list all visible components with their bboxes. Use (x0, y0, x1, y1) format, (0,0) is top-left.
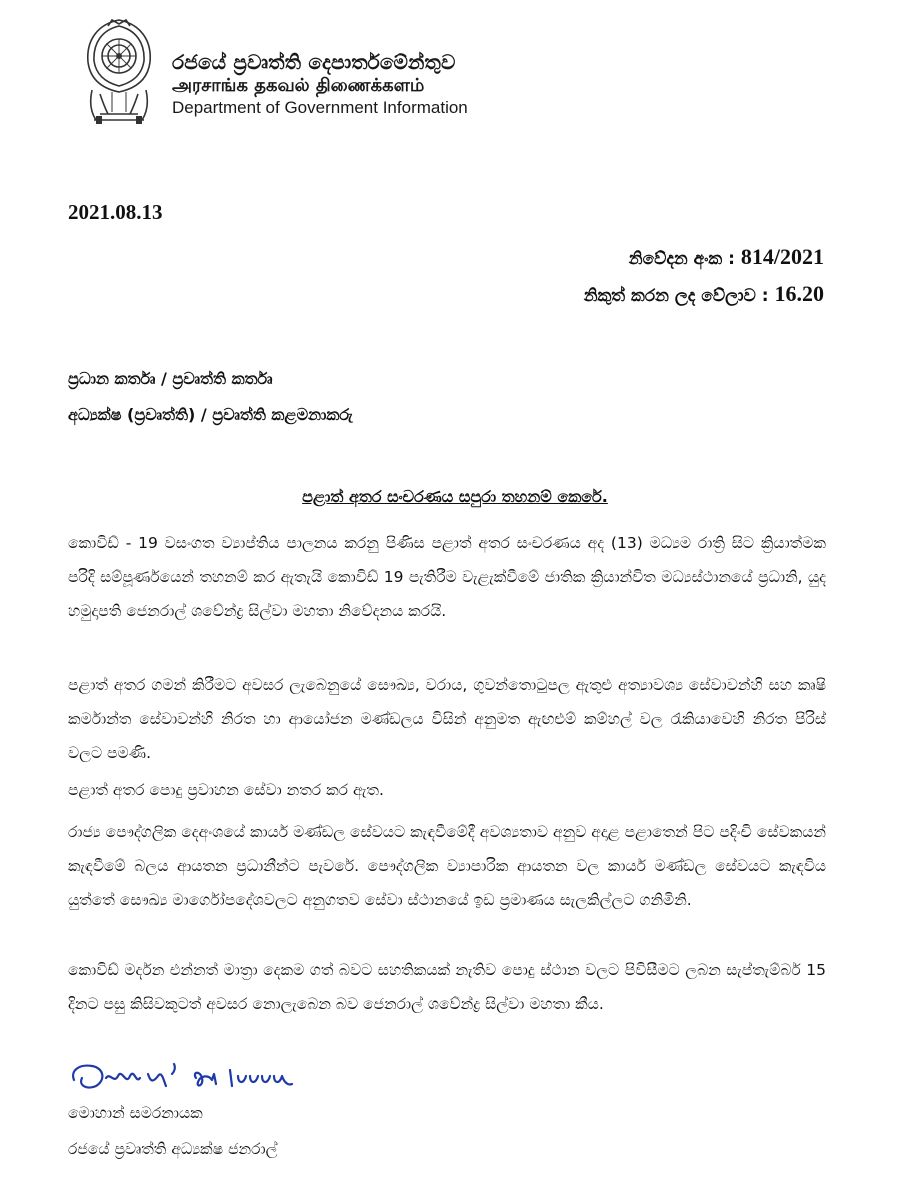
body-paragraph: කොවිඩ් - 19 වසංගත ව්‍යාප්තිය පාලනය කරනු පිණිස පළාත් අතර සංචරණය අද (13) මධ්‍යම රාත්‍රි සිට ක්‍රියාත්මක පරිදි සම්පූර්ණයෙන් තහනම් කර ඇතැයි කොවිඩ් 19 පැතිරීම වැළැක්වීමේ ජාතික ක්‍රියාන්විත මධ්‍යස්ථානයේ ප්‍රධානි, යුද හමුදාපති ජෙනරාල් ශවේන්ද්‍ර සිල්වා මහතා නිවේදනය කරයි. (68, 534, 826, 620)
handwritten-signature-icon (66, 1056, 336, 1102)
org-name-tamil: அரசாங்க தகவல் திணைக்களம் (172, 75, 425, 96)
org-name-sinhala: රජයේ ප්‍රවෘත්ති දෙපාර්තමේන්තුව (172, 50, 456, 74)
body-paragraph: කොවිඩ් මර්දන එන්නත් මාත්‍රා දෙකම ගත් බවට සහතිකයක් නැතිව පොදු ස්ථාන වලට පිවිසීමට ලබන සැප්තැම්බර් 15 දිනට පසු කිසිවකුටත් අවසර නොලැබෙන බව ජෙනරාල් ශවේන්ද්‍ර සිල්වා මහතා කීය. (68, 961, 826, 1013)
release-title (0, 487, 910, 507)
release-number-label: නිවේදන අංක : (628, 249, 735, 269)
release-number (629, 244, 824, 270)
org-name-english: Department of Government Information (172, 98, 468, 117)
release-number-value: 814/2021 (740, 244, 824, 269)
sri-lanka-emblem-icon (78, 16, 160, 126)
document-date: 2021.08.13 (68, 200, 163, 224)
release-title-text: පළාත් අතර සංචරණය සපුරා තහනම් කෙරේ. (302, 487, 608, 506)
body-paragraph: පළාත් අතර ගමන් කිරීමට අවසර ලැබෙනුයේ සෞඛ්‍ය, වරාය, ගුවන්තොටුපල ඇතුළු අත්‍යාවශ්‍ය සේවාවන්හි සහ කෘෂි කර්මාන්ත සේවාවන්හි නිරත හා ආයෝජන මණ්ඩලය විසින් අනුමත ඇඟළුම් කම්හල් වල රැකියාවෙහි නිරත පිරිස් වලට පමණි. (68, 676, 826, 762)
addressee-line: ප්‍රධාන කර්තෘ / ප්‍රවෘත්ති කර්තෘ (68, 369, 273, 388)
addressee-line: අධ්‍යක්ෂ (ප්‍රවෘත්ති) / ප්‍රවෘත්ති කළමනාකරු (68, 405, 353, 424)
body-paragraph: පළාත් අතර පොදු ප්‍රවාහන සේවා නතර කර ඇත. (68, 781, 384, 799)
signer-name: මොහාන් සමරනායක (68, 1104, 203, 1122)
release-time-label: නිකුත් කරන ලද වේලාව : (583, 286, 769, 306)
body-paragraph: රාජ්‍ය පෞද්ගලික දෙඅංශයේ කාර්ය මණ්ඩල සේවයට කැඳවීමේදී අවශ්‍යතාව අනුව අදාළ පළාතෙන් පිට පදිංචි සේවකයන් කැඳවීමේ බලය ආයතන ප්‍රධානීන්ට පැවරේ. පෞද්ගලික ව්‍යාපාරික ආයතන වල කාර්ය මණ්ඩල සේවයට කැඳවිය යුත්තේ සෞඛ්‍ය මාර්ගෝපදේශවලට අනුගතව සේවා ස්ථානයේ ඉඩ ප්‍රමාණය සැලකිල්ලට ගනිමිනි. (68, 823, 826, 909)
signer-designation: රජයේ ප්‍රවෘත්ති අධ්‍යක්ෂ ජනරාල් (68, 1140, 278, 1158)
release-time (584, 281, 824, 307)
release-time-value: 16.20 (774, 281, 824, 306)
